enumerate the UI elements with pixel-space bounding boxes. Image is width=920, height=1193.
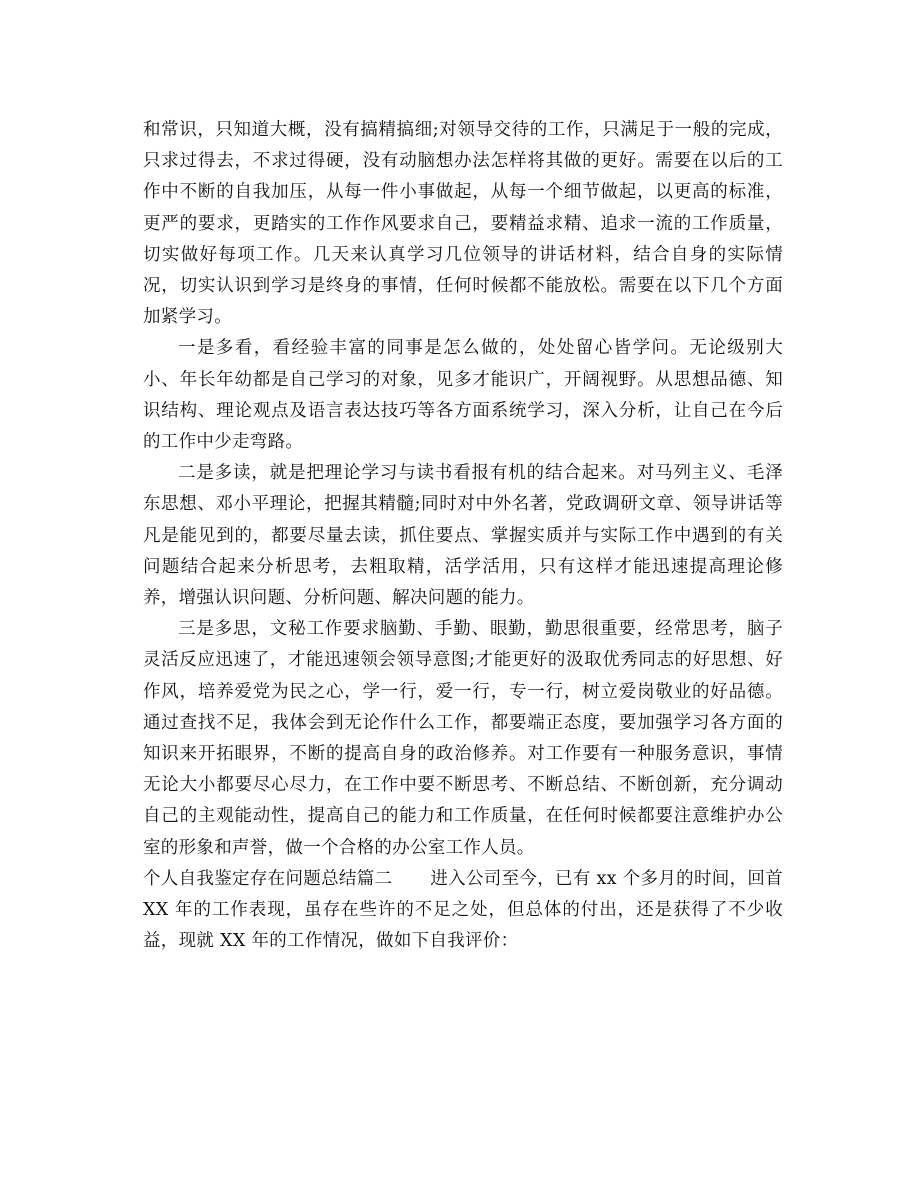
paragraph-2: 一是多看，看经验丰富的同事是怎么做的，处处留心皆学问。无论级别大小、年长年幼都是自己学习的对象，见多才能识广，开阔视野。从思想品德、知识结构、理论观点及语言表达技巧等各方面系统学习，深入分析，让自己在今后的工作中少走弯路。: [143, 338, 783, 453]
paragraph-3: 二是多读，就是把理论学习与读书看报有机的结合起来。对马列主义、毛泽东思想、邓小平理论，把握其精髓;同时对中外名著，党政调研文章、领导讲话等凡是能见到的，都要尽量去读，抓住要点、掌握实质并与实际工作中遇到的有关问题结合起来分析思考，去粗取精，活学活用，只有这样才能迅速提高理论修养，增强认识问题、分析问题、解决问题的能力。: [143, 463, 783, 609]
paragraph-4: 三是多思，文秘工作要求脑勤、手勤、眼勤，勤思很重要，经常思考，脑子灵活反应迅速了，才能迅速领会领导意图;才能更好的汲取优秀同志的好思想、好作风，培养爱党为民之心，学一行，爱一行，专一行，树立爱岗敬业的好品德。通过查找不足，我体会到无论作什么工作，都要端正态度，要加强学习各方面的知识来开拓眼界，不断的提高自身的政治修养。对工作要有一种服务意识，事情无论大小都要尽心尽力，在工作中要不断思考、不断总结、不断创新，充分调动自己的主观能动性，提高自己的能力和工作质量，在任何时候都要注意维护办公室的形象和声誉，做一个合格的办公室工作人员。: [143, 619, 783, 858]
section-text: 进入公司至今，已有 xx 个多月的时间，回首 XX 年的工作表现，虽存在些许的不足之处，但总体的付出，还是获得了不少收益，现就 XX 年的工作情况，做如下自我评价：: [143, 868, 783, 952]
paragraph-1: 和常识，只知道大概，没有搞精搞细;对领导交待的工作，只满足于一般的完成，只求过得去，不求过得硬，没有动脑想办法怎样将其做的更好。需要在以后的工作中不断的自我加压，从每一件小事做起，从每一个细节做起，以更高的标准，更严的要求，更踏实的工作作风要求自己，要精益求精、追求一流的工作质量，切实做好每项工作。几天来认真学习几位领导的讲话材料，结合自身的实际情况，切实认识到学习是终身的事情，任何时候都不能放松。需要在以下几个方面加紧学习。: [143, 120, 783, 328]
section-title: 个人自我鉴定存在问题总结篇二: [143, 868, 393, 889]
section-paragraph: [143, 864, 783, 958]
document-body: [143, 115, 783, 957]
